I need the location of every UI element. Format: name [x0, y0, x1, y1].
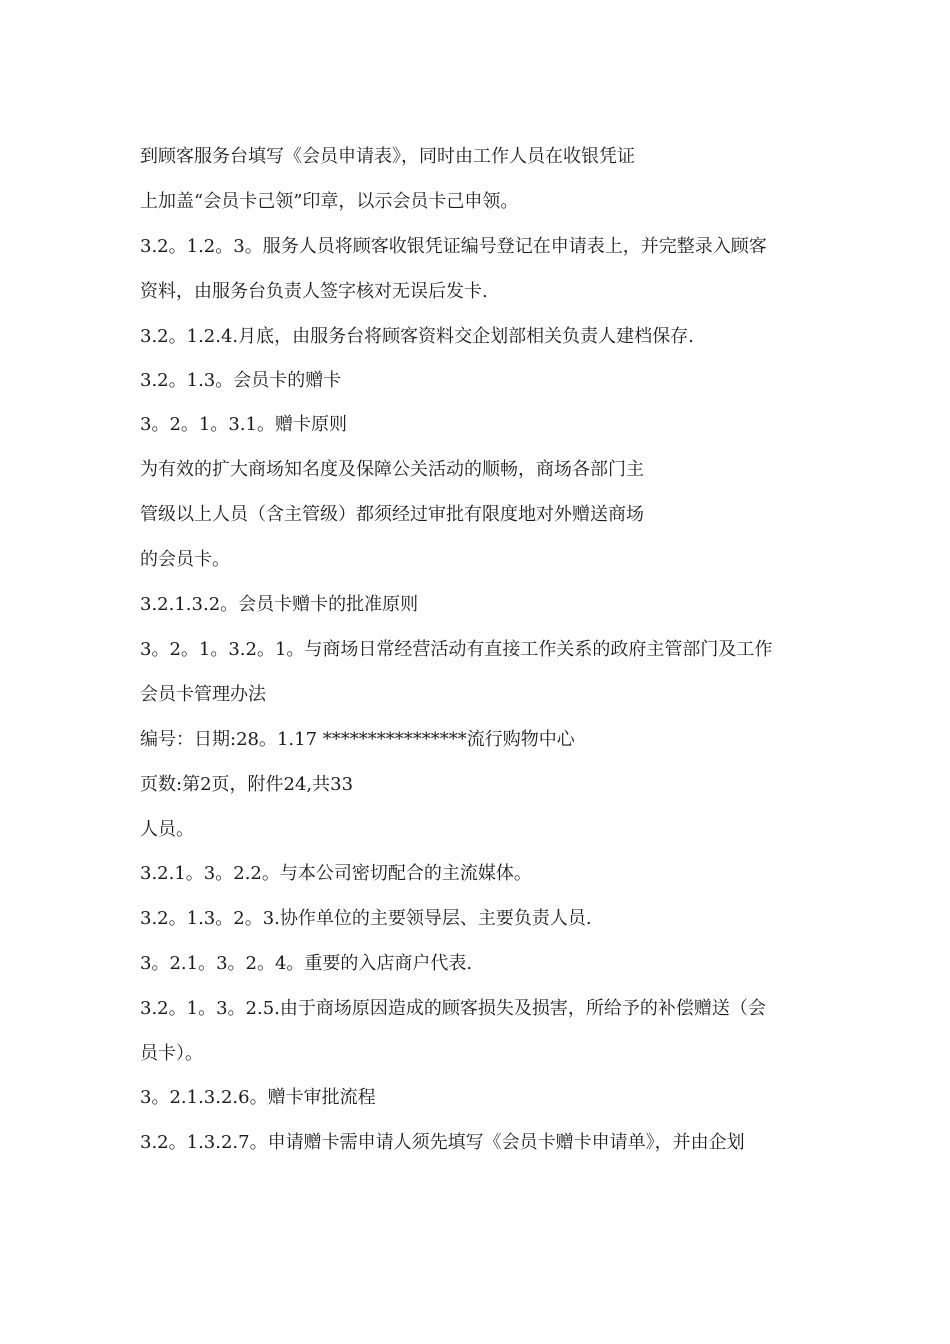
document-meta-info: 编号：日期:28。1.17 ****************流行购物中心 — [140, 729, 575, 750]
section-heading: 3.2。1.3。会员卡的赠卡 — [140, 370, 342, 391]
paragraph-line: 3.2。1。3。2.5.由于商场原因造成的顾客损失及损害，所给予的补偿赠送（会 — [140, 998, 766, 1019]
document-title: 会员卡管理办法 — [140, 684, 266, 705]
paragraph-line: 上加盖“会员卡己领”印章，以示会员卡己申领。 — [140, 191, 519, 212]
paragraph-line: 3.2.1。3。2.2。与本公司密切配合的主流媒体。 — [140, 863, 532, 884]
paragraph-line: 的会员卡。 — [140, 549, 230, 570]
page-info: 页数:第2页，附件24,共33 — [140, 774, 354, 795]
paragraph-line: 为有效的扩大商场知名度及保障公关活动的顺畅，商场各部门主 — [140, 459, 644, 480]
paragraph-line: 员卡）。 — [140, 1043, 203, 1064]
section-heading: 3。2.1.3.2.6。赠卡审批流程 — [140, 1087, 376, 1108]
paragraph-line: 管级以上人员（含主管级）都须经过审批有限度地对外赠送商场 — [140, 504, 644, 525]
paragraph-line: 到顾客服务台填写《会员申请表》，同时由工作人员在收银凭证 — [140, 146, 635, 167]
paragraph-line: 3.2。1.2.4.月底，由服务台将顾客资料交企划部相关负责人建档保存. — [140, 326, 694, 347]
paragraph-line: 3.2。1.3。2。3.协作单位的主要领导层、主要负责人员. — [140, 908, 592, 929]
paragraph-line: 人员。 — [140, 819, 194, 840]
section-heading: 3.2.1.3.2。会员卡赠卡的批准原则 — [140, 594, 419, 615]
paragraph-line: 3.2。1.2。3。服务人员将顾客收银凭证编号登记在申请表上，并完整录入顾客 — [140, 236, 767, 257]
paragraph-line: 3.2。1.3.2.7。申请赠卡需申请人须先填写《会员卡赠卡申请单》，并由企划 — [140, 1132, 745, 1153]
paragraph-line: 3。2.1。3。2。4。重要的入店商户代表. — [140, 953, 473, 974]
paragraph-line: 3。2。1。3.2。1。与商场日常经营活动有直接工作关系的政府主管部门及工作 — [140, 639, 773, 660]
paragraph-line: 资料，由服务台负责人签字核对无误后发卡. — [140, 281, 488, 302]
section-heading: 3。2。1。3.1。赠卡原则 — [140, 414, 347, 435]
